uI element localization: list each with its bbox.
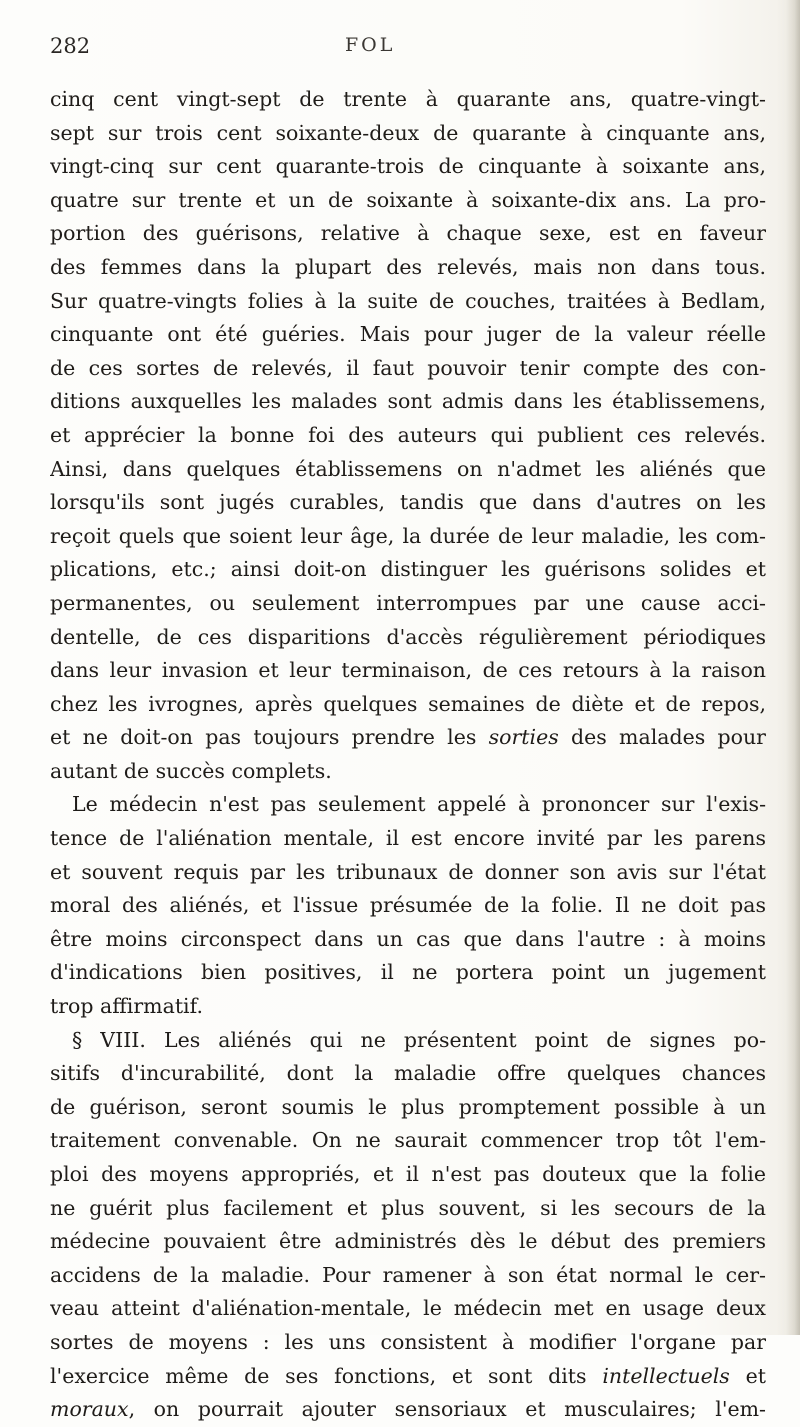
text-line: ploi des moyens appropriés, et il n'est pas douteux que la folie	[50, 1162, 766, 1186]
text-line: médecine pouvaient être administrés dès le début des premiers	[50, 1229, 766, 1254]
text-line: chez les ivrognes, après quelques semaines de diète et de repos,	[50, 691, 766, 716]
text-line: permanentes, ou seulement interrompues par une cause acci-	[50, 590, 766, 615]
text-line: veau atteint d'aliénation-mentale, le médecin met en usage deux	[50, 1296, 766, 1321]
text-line: traitement convenable. On ne saurait commencer trop tôt l'em-	[50, 1128, 766, 1153]
text-line: et ne doit-on pas toujours prendre les sorties des malades pour	[50, 725, 766, 750]
text-line: sept sur trois cent soixante-deux de quarante à cinquante ans,	[50, 120, 766, 145]
text-line: Ainsi, dans quelques établissemens on n'admet les aliénés que	[50, 456, 766, 481]
text-line: l'exercice même de ses fonctions, et sont dits intellectuels et	[50, 1363, 766, 1388]
text-line: cinq cent vingt-sept de trente à quarante ans, quatre-vingt-	[50, 87, 766, 111]
text-line: être moins circonspect dans un cas que dans l'autre : à moins	[50, 926, 766, 951]
text-line: de ces sortes de relevés, il faut pouvoir tenir compte des con-	[50, 355, 766, 380]
text-line: vingt-cinq sur cent quarante-trois de cinquante à soixante ans,	[50, 154, 766, 179]
text-line: portion des guérisons, relative à chaque sexe, est en faveur	[50, 221, 766, 246]
text-line: et souvent requis par les tribunaux de donner son avis sur l'état	[50, 859, 766, 884]
text-line: lorsqu'ils sont jugés curables, tandis que dans d'autres on les	[50, 490, 766, 515]
text-line: Le médecin n'est pas seulement appelé à prononcer sur l'exis-	[72, 792, 766, 817]
text-line: trop affirmatif.	[50, 994, 203, 1019]
text-line: plications, etc.; ainsi doit-on distinguer les guérisons solides et	[50, 557, 766, 582]
text-line: reçoit quels que soient leur âge, la durée de leur maladie, les com-	[50, 523, 766, 548]
page-number: 282	[50, 34, 91, 58]
text-line: accidens de la maladie. Pour ramener à son état normal le cer-	[50, 1262, 766, 1287]
text-line: moral des aliénés, et l'issue présumée de la folie. Il ne doit pas	[50, 893, 766, 918]
text-line: dentelle, de ces disparitions d'accès régulièrement périodiques	[50, 624, 766, 649]
text-line: de guérison, seront soumis le plus promptement possible à un	[50, 1094, 766, 1119]
text-line: ne guérit plus facilement et plus souvent, si les secours de la	[50, 1195, 766, 1220]
text-line: Sur quatre-vingts folies à la suite de couches, traitées à Bedlam,	[50, 288, 766, 313]
text-line: cinquante ont été guéries. Mais pour juger de la valeur réelle	[50, 322, 766, 347]
page-header	[50, 34, 770, 74]
text-line: des femmes dans la plupart des relevés, mais non dans tous.	[50, 254, 766, 279]
text-line: autant de succès complets.	[50, 758, 332, 783]
text-line: moraux, on pourrait ajouter sensoriaux et musculaires; l'em-	[50, 1397, 766, 1422]
text-line: quatre sur trente et un de soixante à soixante-dix ans. La pro-	[50, 187, 766, 212]
page-edge-shadow	[786, 0, 800, 1335]
text-line: d'indications bien positives, il ne portera point un jugement	[50, 960, 766, 985]
text-line: et apprécier la bonne foi des auteurs qui publient ces relevés.	[50, 422, 766, 447]
text-line: tence de l'aliénation mentale, il est encore invité par les parens	[50, 826, 766, 851]
text-line: § VIII. Les aliénés qui ne présentent point de signes po-	[72, 1027, 766, 1052]
text-line: ditions auxquelles les malades sont admis dans les établissemens,	[50, 389, 766, 414]
text-line: dans leur invasion et leur terminaison, de ces retours à la raison	[50, 658, 766, 683]
text-line: sortes de moyens : les uns consistent à modifier l'organe par	[50, 1329, 766, 1354]
running-head: FOL	[345, 34, 396, 56]
text-line: sitifs d'incurabilité, dont la maladie offre quelques chances	[50, 1061, 766, 1086]
body-text	[50, 83, 766, 1427]
